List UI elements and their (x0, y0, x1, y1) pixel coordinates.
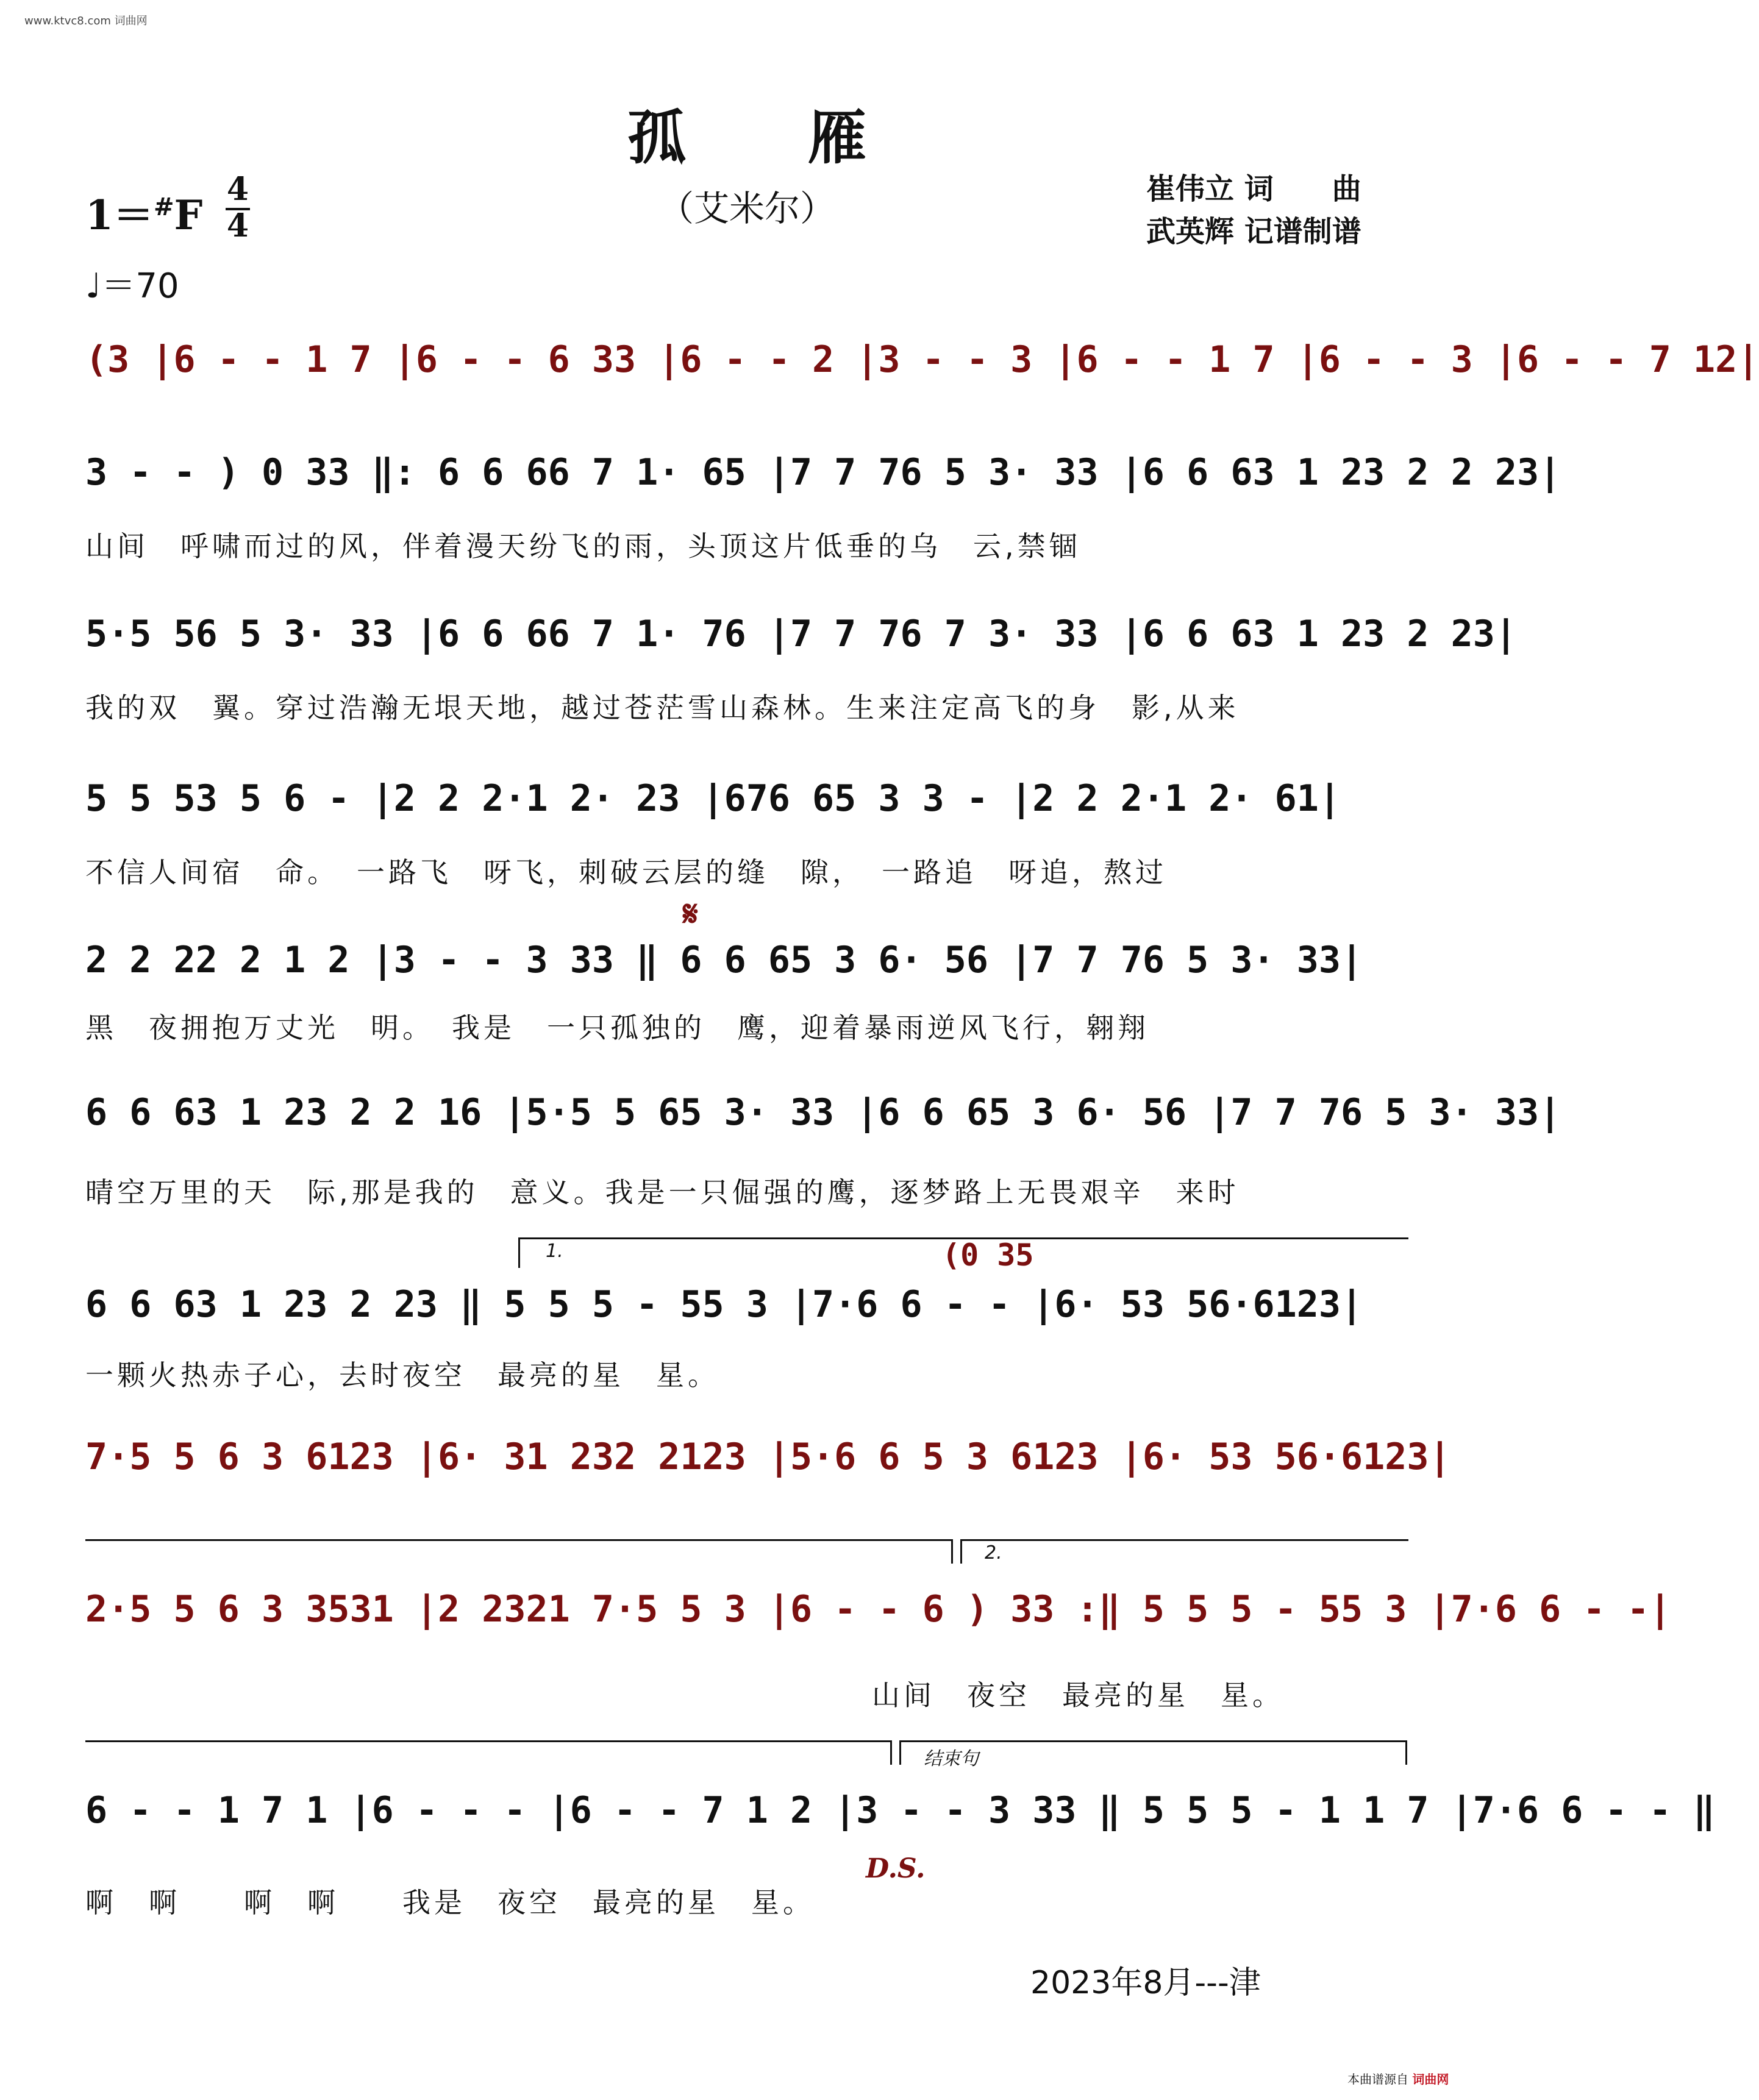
lyric-line-4: 不信人间宿 命。 一路飞 呀飞，刺破云层的缝 隙， 一路追 呀追，熬过 (85, 856, 1167, 889)
song-title: 孤雁 (627, 103, 988, 172)
repeat-bracket-end (890, 1740, 892, 1765)
score-line-2: 3 - - ) 0 33 ‖: 6 6 66 7 1· 65 |7 7 76 5 3· 33 |6 6 63 1 23 2 2 23| (85, 451, 1561, 494)
volta-1-bracket-edge (518, 1237, 520, 1268)
time-signature-top: 4 (226, 171, 249, 208)
footer-source: 本曲谱源自 (1347, 2072, 1408, 2087)
lyric-line-3: 我的双 翼。穿过浩瀚无垠天地，越过苍茫雪山森林。生来注定高飞的身 影,从来 (85, 691, 1240, 724)
score-line-9: 2·5 5 6 3 3531 |2 2321 7·5 5 3 |6 - - 6 ) 33 :‖ 5 5 5 - 55 3 |7·6 6 - -| (85, 1588, 1671, 1631)
date-signature: 2023年8月---津 (1030, 1965, 1261, 2001)
lyric-line-5: 黑 夜拥抱万丈光 明。 我是 一只孤独的 鹰，迎着暴雨逆风飞行，翱翔 (85, 1011, 1149, 1044)
score-line-3: 5·5 56 5 3· 33 |6 6 66 7 1· 76 |7 7 76 7 3· 33 |6 6 63 1 23 2 23| (85, 613, 1517, 655)
footer (1347, 2070, 1449, 2087)
tempo-marking (85, 259, 179, 308)
score-line-5: 2 2 22 2 1 2 |3 - - 3 33 ‖ 6 6 65 3 6· 56 |7 7 76 5 3· 33| (85, 939, 1363, 981)
footer-logo: 词曲网 (1412, 2072, 1449, 2087)
time-signature-bottom: 4 (226, 207, 249, 244)
coda-label: 结束句 (924, 1748, 979, 1770)
score-line-4: 5 5 53 5 6 - |2 2 2·1 2· 23 |676 65 3 3 - |2 2 2·1 2· 61| (85, 777, 1341, 820)
score-line-7: 6 6 63 1 23 2 23 ‖ 5 5 5 - 55 3 |7·6 6 - - |6· 53 56·6123| (85, 1283, 1363, 1326)
tempo-value: ＝70 (101, 266, 179, 306)
coda-bracket-right (1405, 1740, 1407, 1765)
score-line-1: (3 |6 - - 1 7 |6 - - 6 33 |6 - - 2 |3 - - 3 |6 - - 1 7 |6 - - 3 |6 - - 7 12| (85, 338, 1759, 381)
volta-1-continuation (85, 1539, 951, 1541)
lyric-line-6: 晴空万里的天 际,那是我的 意义。我是一只倔强的鹰，逐梦路上无畏艰辛 来时 (85, 1176, 1240, 1209)
coda-bracket-edge (899, 1740, 901, 1765)
key-signature (85, 183, 202, 241)
credit-lyrics-music: 崔伟立 词 曲 (1146, 172, 1361, 206)
site-watermark: www.ktvc8.com 词曲网 (24, 15, 148, 27)
volta-2-bracket-edge (960, 1539, 962, 1564)
volta-2-bracket (960, 1539, 1408, 1541)
ds-marking: D.S. (866, 1853, 926, 1884)
volta-1-label: 1. (546, 1240, 563, 1262)
score-line-8: 7·5 5 6 3 6123 |6· 31 232 2123 |5·6 6 5 3 6123 |6· 53 56·6123| (85, 1436, 1451, 1478)
lyric-line-10: 啊 啊 啊 啊 我是 夜空 最亮的星 星。 (85, 1886, 815, 1919)
key-prefix: 1＝ (85, 191, 154, 239)
score-line-6: 6 6 63 1 23 2 2 16 |5·5 5 65 3· 33 |6 6 65 3 6· 56 |7 7 76 5 3· 33| (85, 1091, 1561, 1134)
singer-subtitle: （艾米尔） (658, 188, 835, 229)
lyric-line-2: 山间 呼啸而过的风，伴着漫天纷飞的雨，头顶这片低垂的乌 云,禁锢 (85, 530, 1081, 563)
lyric-line-7: 一颗火热赤子心，去时夜空 最亮的星 星。 (85, 1359, 719, 1392)
time-signature (226, 171, 250, 244)
sharp-symbol: # (153, 193, 174, 221)
score-line-10: 6 - - 1 7 1 |6 - - - |6 - - 7 1 2 |3 - - 3 33 ‖ 5 5 5 - 1 1 7 |7·6 6 - - ‖ (85, 1789, 1716, 1832)
coda-bracket (899, 1740, 1405, 1742)
lyric-line-9: 山间 夜空 最亮的星 星。 (872, 1679, 1284, 1712)
volta-2-label: 2. (985, 1542, 1002, 1564)
key-note: F (174, 191, 203, 239)
quarter-note-icon: ♩ (85, 266, 102, 306)
volta-1-end (951, 1539, 953, 1564)
segno-sign: 𝄋 (683, 893, 698, 934)
repeat-bracket (85, 1740, 890, 1742)
credit-transcriber: 武英辉 记谱制谱 (1146, 215, 1361, 249)
credits (1146, 168, 1361, 253)
interlude-cue: (0 35 (942, 1237, 1034, 1273)
